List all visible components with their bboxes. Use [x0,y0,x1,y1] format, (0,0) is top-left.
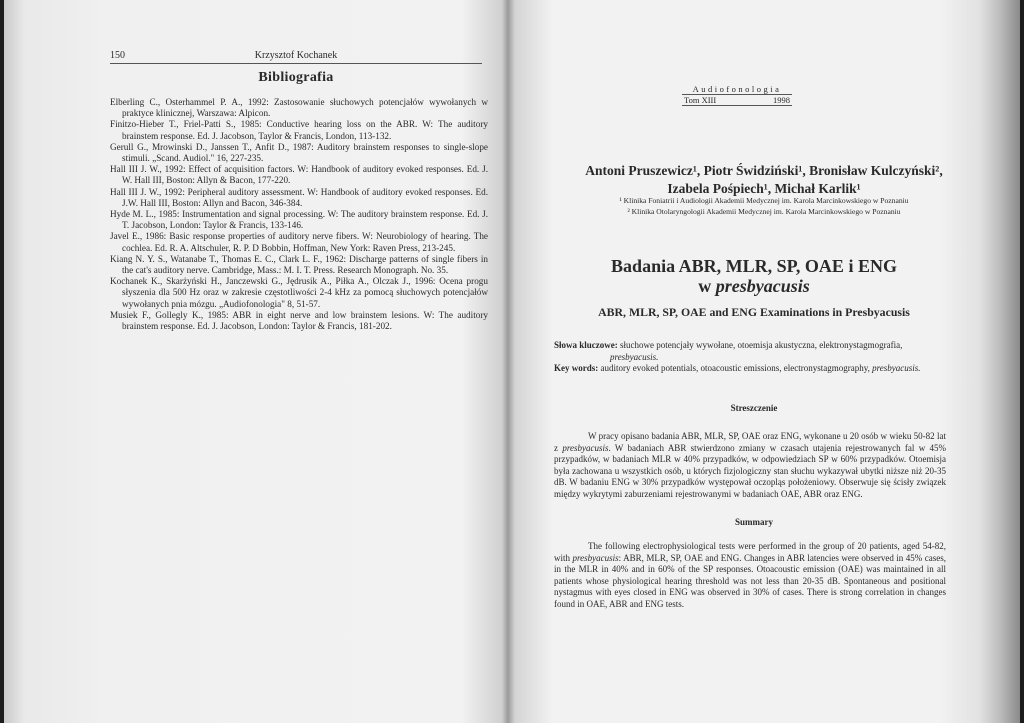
abstract-pl-part: W pracy opisano badania ABR, MLR, SP, OAE oraz ENG, wykonane u 20 osób w wieku 50-82 lat z [554,431,946,453]
running-head-author: Krzysztof Kochanek [254,50,338,61]
page-number: 150 [110,50,125,61]
keywords-pl-label: Słowa kluczowe: [554,340,618,350]
open-book [4,0,1020,723]
bibliography-heading: Bibliografia [258,70,334,85]
title-pl-prefix: w [698,276,716,296]
reference-item: Finitzo-Hieber T., Friel-Patti S., 1985: Conductive hearing loss on the ABR. W: The auditory brainstem response. Ed. J. Jacobson, Taylor & Francis, London, 113-132. [110,119,488,141]
abstract-pl-part: . W badaniach ABR stwierdzono zmiany w czasach utajenia rejestrowanych fal w 45% przypadków, w badaniach MLR w 40% przypadków, w odpowiedziach SP w 60% przypadków. Otoemisja była zachowana u wszystkich osób, u których fizjologiczny stan słuchu wykazywał ubytki niższe niż 20-35 dB. W badaniu ENG w 30% przypadków występował oczopląs położeniowy. Obserwuje się ścisły związek między wykrytymi zaburzeniami rejestrowanymi w badaniach OAE, ABR oraz ENG. [554,442,947,499]
abstract-pl-text [554,431,946,500]
article-title-polish [574,256,934,296]
affiliations [584,196,944,217]
abstract-en-heading: Summary [735,517,773,527]
left-page [8,0,508,723]
abstract-en-text [554,541,946,610]
journal-name: Audiofonologia [692,84,782,94]
authors-line-2: Izabela Pośpiech¹, Michał Karlik¹ [667,181,861,196]
authors-line-1: Antoni Pruszewicz¹, Piotr Świdziński¹, Bronisław Kulczyński², [585,163,943,178]
keywords-en-italic: presbyacusis. [872,363,921,373]
title-pl-italic: presbyacusis [715,276,810,296]
keywords-pl-text: słuchowe potencjały wywołane, otoemisja akustyczna, elektronystagmografia, [620,340,903,350]
keywords-english [554,363,949,375]
right-page [514,0,1004,723]
keywords-pl-italic: presbyacusis. [610,351,659,362]
reference-item: Musiek F., Gollegly K., 1985: ABR in eight nerve and low brainstem lesions. W: The auditory brainstem response. Ed. J. Jacobson, London: Taylor & Francis, 181-202. [110,309,488,332]
reference-item: Hyde M. L., 1985: Instrumentation and signal processing. W: The auditory brainstem response. Ed. J. T. Jacobson, London: Taylor & Francis, 133-146. [110,209,488,231]
reference-item: Elberling C., Osterhammel P. A., 1992: Zastosowanie słuchowych potencjałów wywołanych w praktyce klinicznej, Warszawa: Alpicon. [110,97,488,119]
reference-list [110,97,488,332]
abstract-en-part: The following electrophysiological tests were performed in the group of 20 patients, aged 54-82, with [554,541,946,563]
reference-item: Kiang N. Y. S., Watanabe T., Thomas E. C., Clark L. F., 1962: Discharge patterns of single fibers in the cat's auditory nerve. Cambridge, Mass.: M. I. T. Press. Research Monograph. No. 35. [110,253,488,276]
affiliation-2: ² Klinika Otolaryngologii Akademii Medycznej im. Karola Marcinkowskiego w Poznaniu [627,206,901,216]
title-pl-line-2 [574,276,934,296]
abstract-pl-heading: Streszczenie [730,403,778,413]
reference-item: Gerull G., Mrowinski D., Janssen T., Anfit D., 1987: Auditory brainstem responses to single-slope stimuli. „Scand. Audiol." 16, 227-235. [110,141,488,164]
abstract-pl-italic: presbyacusis [562,442,609,453]
running-head [110,50,482,64]
keywords-en-label: Key words: [554,363,599,373]
reference-item: Kochanek K., Skarżyński H., Janczewski G., Jędrusik A., Piłka A., Olczak J., 1996: Ocena progu słyszenia dla 500 Hz oraz w zakresie częstotliwości 2-4 kHz za pomocą słuchowych potencjałów wywołanych pnia mózgu. „Audiofonologia" 8, 51-57. [110,276,488,309]
reference-item: Hall III J. W., 1992: Peripheral auditory assessment. W: Handbook of auditory evoked responses. Ed. J.W. Hall III, Boston: Allyn and Bacon, 346-384. [110,186,488,208]
keywords-polish [554,340,949,363]
journal-volume-line [682,94,792,106]
journal-header [682,84,792,106]
title-pl-line-1: Badania ABR, MLR, SP, OAE i ENG [611,256,897,276]
keywords-block [554,340,949,375]
article-title-english: ABR, MLR, SP, OAE and ENG Examinations in Presbyacusis [598,305,910,319]
article-authors [564,162,964,198]
abstract-en-part: : ABR, MLR, SP, OAE and ENG. Changes in ABR latencies were observed in 45% cases, in the MLR in 40% and in 60% of the SP responses. Otoacoustic emission (OAE) was maintained in all patients whose physiological hearing threshold was not less than 20-35 dB. Spontaneous and positional nystagmus with eyes closed in ENG was observed in 30% of cases. There is strong correlation in changes found in OAE, ABR and ENG tests. [554,552,946,609]
reference-item: Javel E., 1986: Basic response properties of auditory nerve fibers. W: Neurobiology of hearing. The cochlea. Ed. R. A. Altschuler, R. P. D Bobbin, Hoffman, New York: Raven Press, 213-245. [110,231,488,253]
abstract-en-italic: presbyacusis [572,552,619,563]
journal-year: 1998 [773,95,790,105]
keywords-en-text: auditory evoked potentials, otoacoustic emissions, electronystagmography, [600,363,870,373]
reference-item: Hall III J. W., 1992: Effect of acquisition factors. W: Handbook of auditory evoked responses. Ed. J. W. Hall III, Boston: Allyn & Bacon, 177-220. [110,164,488,186]
journal-volume: Tom XIII [684,95,717,105]
affiliation-1: ¹ Klinika Foniatrii i Audiologii Akademii Medycznej im. Karola Marcinkowskiego w Poznaniu [619,196,909,205]
